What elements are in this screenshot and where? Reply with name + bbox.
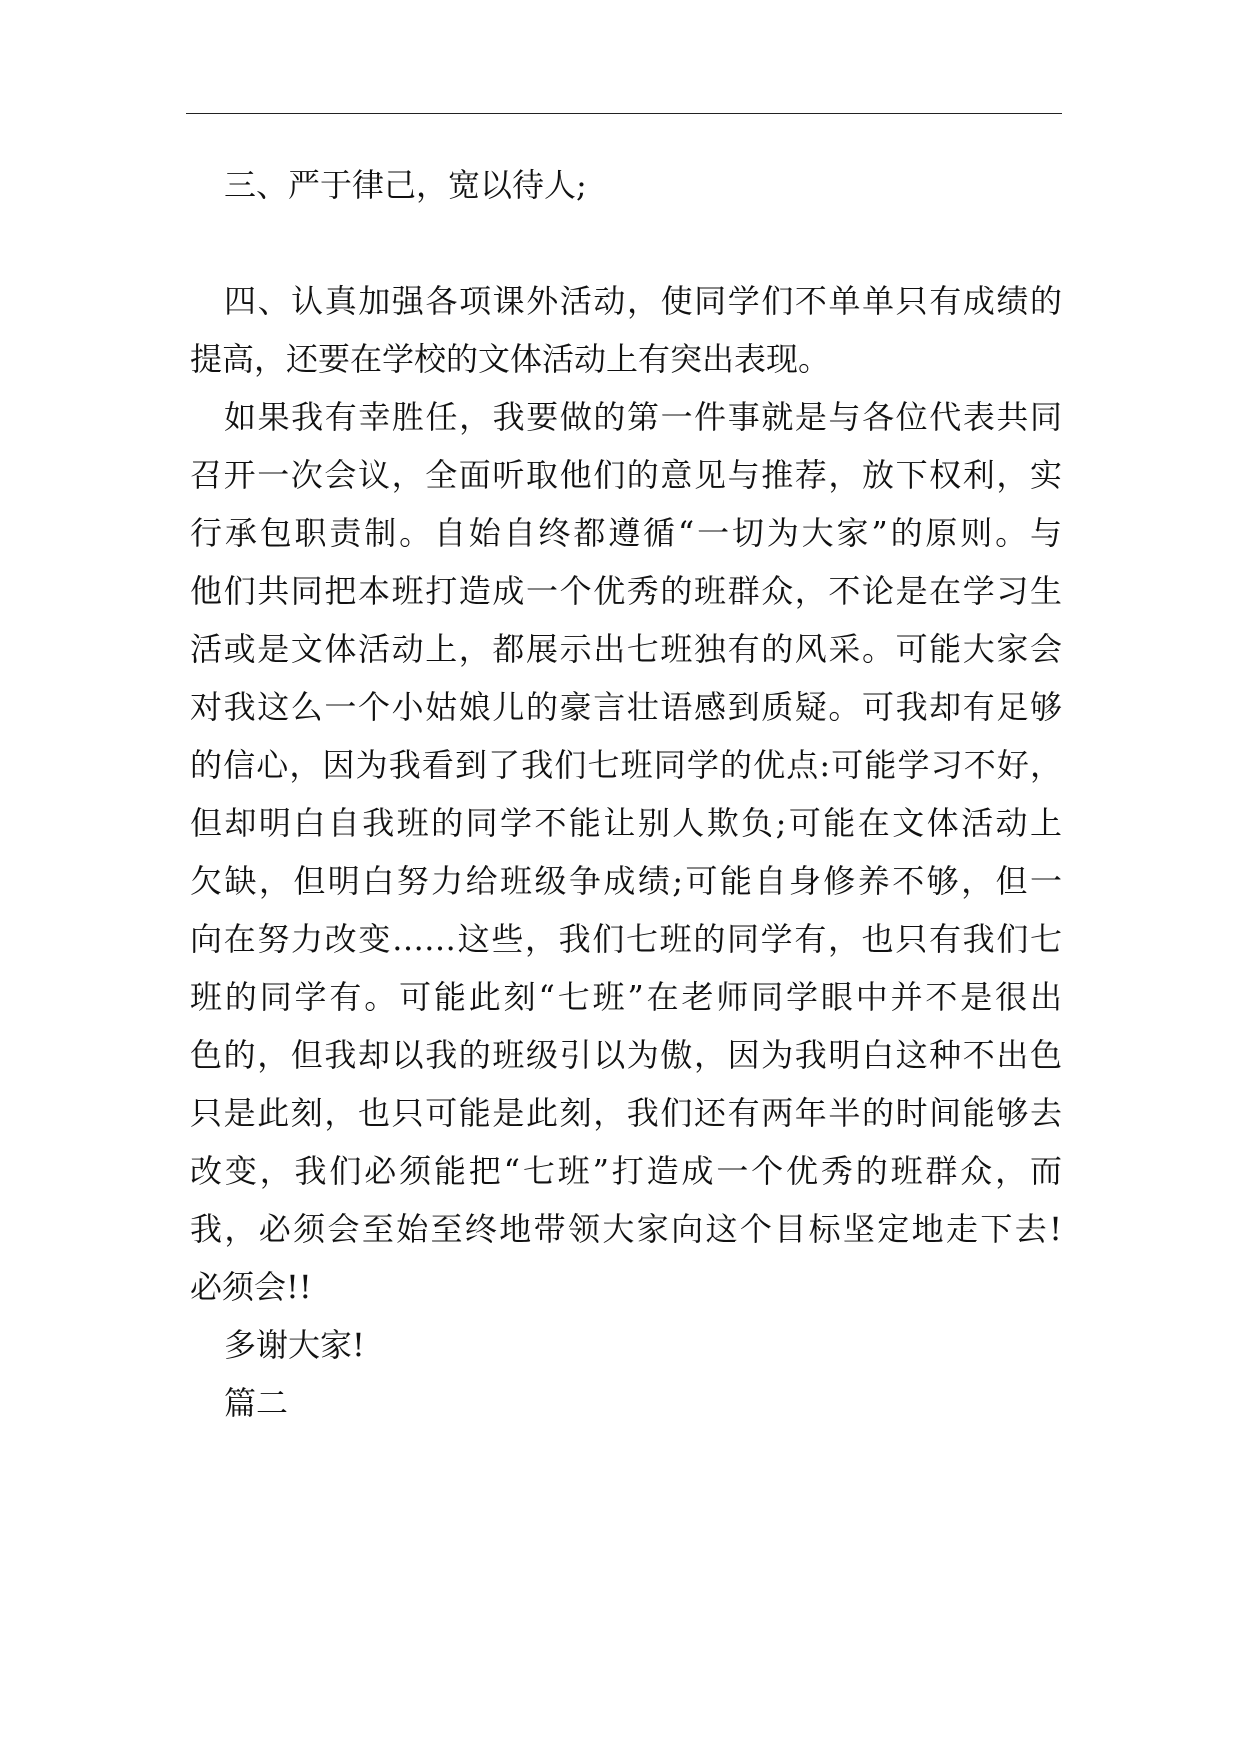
paragraph-3-line: 召开一次会议，全面听取他们的意见与推荐，放下权利，实	[190, 456, 1062, 494]
paragraph-3-line: 向在努力改变……这些，我们七班的同学有，也只有我们七	[190, 920, 1062, 958]
paragraph-3-line: 只是此刻，也只可能是此刻，我们还有两年半的时间能够去	[190, 1094, 1062, 1132]
header-rule	[186, 113, 1062, 114]
paragraph-3-line: 欠缺，但明白努力给班级争成绩;可能自身修养不够，但一	[190, 862, 1062, 900]
paragraph-1: 三、严于律己，宽以待人;	[224, 166, 587, 204]
paragraph-3-line: 色的，但我却以我的班级引以为傲，因为我明白这种不出色	[190, 1036, 1062, 1074]
paragraph-3-line: 班的同学有。可能此刻“七班”在老师同学眼中并不是很出	[190, 978, 1062, 1016]
paragraph-3-line: 必须会!!	[190, 1268, 312, 1306]
paragraph-3-line: 我，必须会至始至终地带领大家向这个目标坚定地走下去!	[190, 1210, 1062, 1248]
section-heading: 篇二	[224, 1384, 289, 1422]
paragraph-2-line: 四、认真加强各项课外活动，使同学们不单单只有成绩的	[224, 282, 1062, 320]
paragraph-2	[190, 272, 1062, 388]
paragraph-3	[190, 388, 1062, 1316]
paragraph-3-line: 改变，我们必须能把“七班”打造成一个优秀的班群众，而	[190, 1152, 1062, 1190]
paragraph-3-line: 但却明白自我班的同学不能让别人欺负;可能在文体活动上	[190, 804, 1062, 842]
paragraph-2-line: 提高，还要在学校的文体活动上有突出表现。	[190, 340, 831, 378]
document-body	[190, 156, 1062, 1432]
paragraph-3-line: 如果我有幸胜任，我要做的第一件事就是与各位代表共同	[224, 398, 1062, 436]
paragraph-3-line: 活或是文体活动上，都展示出七班独有的风采。可能大家会	[190, 630, 1062, 668]
paragraph-3-line: 行承包职责制。自始自终都遵循“一切为大家”的原则。与	[190, 514, 1062, 552]
paragraph-3-line: 他们共同把本班打造成一个优秀的班群众，不论是在学习生	[190, 572, 1062, 610]
paragraph-3-line: 对我这么一个小姑娘儿的豪言壮语感到质疑。可我却有足够	[190, 688, 1062, 726]
paragraph-3-line: 的信心，因为我看到了我们七班同学的优点:可能学习不好，	[190, 746, 1062, 784]
paragraph-4: 多谢大家!	[224, 1326, 365, 1364]
